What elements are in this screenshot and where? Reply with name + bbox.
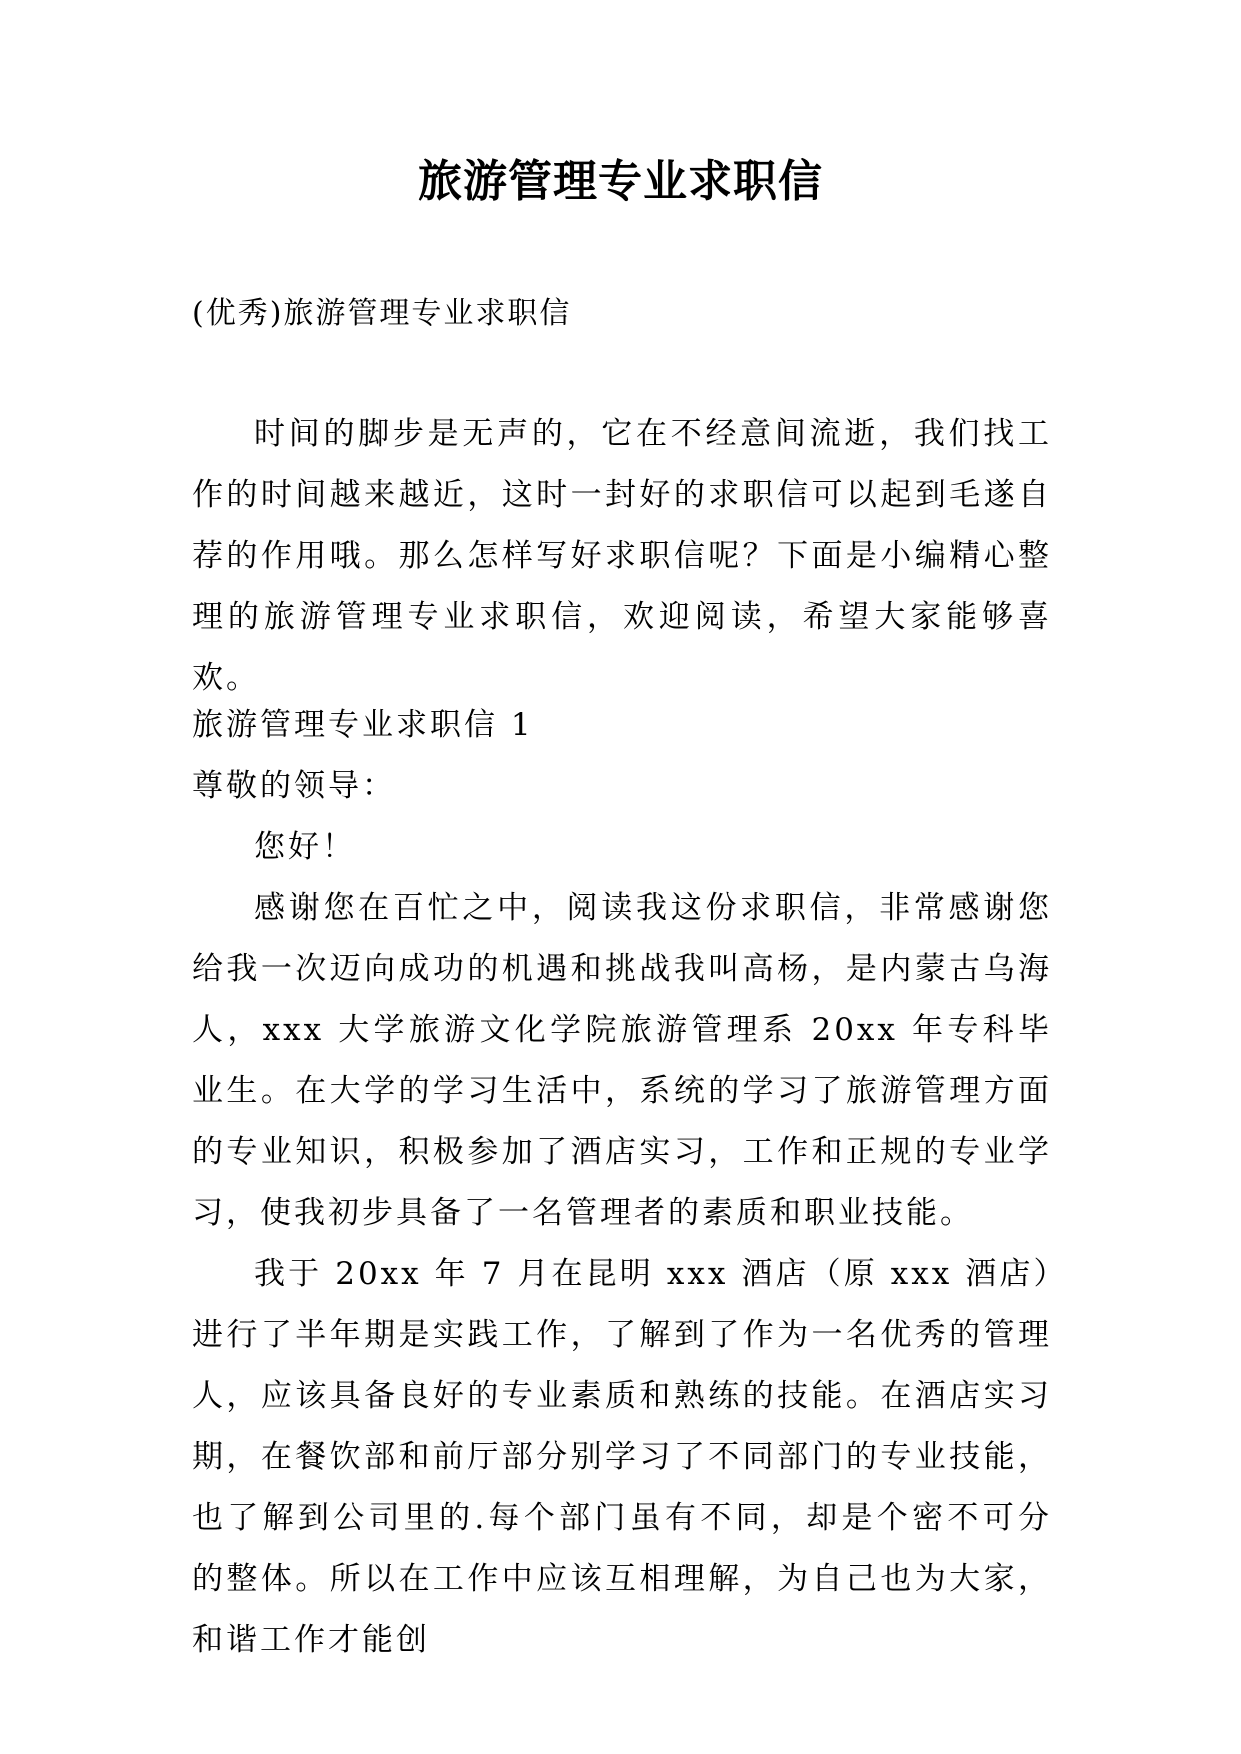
letter-block (192, 695, 1052, 1671)
body-paragraph: 感谢您在百忙之中，阅读我这份求职信，非常感谢您给我一次迈向成功的机遇和挑战我叫高杨，是内蒙古乌海人，xxx 大学旅游文化学院旅游管理系 20xx 年专科毕业生。在大学的学习生活中，系统的学习了旅游管理方面的专业知识，积极参加了酒店实习，工作和正规的专业学习，使我初步具备了一名管理者的素质和职业技能。 (192, 890, 1052, 1231)
document-subtitle: (优秀)旅游管理专业求职信 (192, 296, 572, 331)
intro-block (192, 404, 1052, 709)
body-paragraph: 我于 20xx 年 7 月在昆明 xxx 酒店（原 xxx 酒店）进行了半年期是实践工作，了解到了作为一名优秀的管理人，应该具备良好的专业素质和熟练的技能。在酒店实习期，在餐饮部和前厅部分别学习了不同部门的专业技能，也了解到公司里的.每个部门虽有不同，却是个密不可分的整体。所以在工作中应该互相理解，为自己也为大家，和谐工作才能创 (192, 1256, 1052, 1658)
document-title: 旅游管理专业求职信 (418, 156, 823, 207)
greeting: 您好！ (254, 829, 356, 865)
intro-paragraph: 时间的脚步是无声的，它在不经意间流逝，我们找工作的时间越来越近，这时一封好的求职信可以起到毛遂自荐的作用哦。那么怎样写好求职信呢？下面是小编精心整理的旅游管理专业求职信，欢迎阅读，希望大家能够喜欢。 (192, 416, 1052, 696)
salutation: 尊敬的领导： (192, 768, 396, 804)
section-heading: 旅游管理专业求职信 1 (192, 707, 534, 743)
